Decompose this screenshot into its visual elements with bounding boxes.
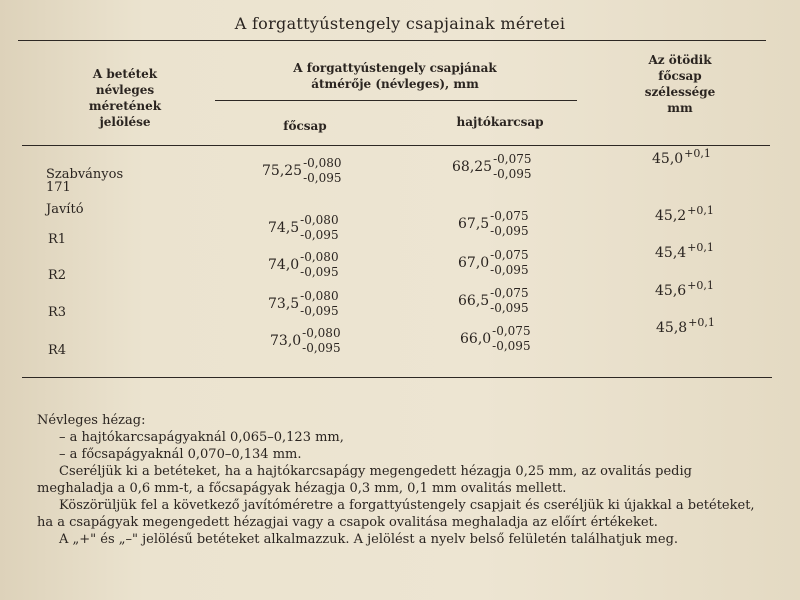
width-standard: $45,0^{+0,1}$	[652, 147, 711, 167]
crank-journal-standard: 68,25 -0,075 -0,095	[452, 152, 532, 181]
crank-journal-r1: 67,5 -0,075 -0,095	[458, 209, 529, 238]
table-top-rule	[18, 40, 766, 41]
row-label-r1: R1	[48, 232, 67, 247]
notes-item-crank: – a hajtókarcsapágyaknál 0,065–0,123 mm,	[59, 430, 344, 445]
header-sub-rule	[215, 100, 577, 101]
notes-item-main: – a főcsapágyaknál 0,070–0,134 mm.	[59, 447, 302, 462]
row-label-r4: R4	[48, 343, 67, 358]
crank-journal-r2: 67,0 -0,075 -0,095	[458, 248, 529, 277]
notes-section	[37, 412, 767, 548]
row-label-r2: R2	[48, 268, 67, 283]
width-r4: $45,8^{+0,1}$	[656, 316, 715, 336]
header-col-main-journal: főcsap	[283, 119, 327, 133]
notes-paragraph-replace: Cseréljük ki a betéteket, ha a hajtókarcsapágy megengedett hézagja 0,25 mm, az ovalitás pedig meghaladja a 0,6 mm-t, a főcsapágyak hézagja 0,3 mm, 0,1 mm ovalitás mellett.	[37, 464, 692, 496]
main-journal-r4: 73,0 -0,080 -0,095	[270, 326, 341, 355]
main-journal-standard: 75,25 -0,080 -0,095	[262, 156, 342, 185]
table-bottom-rule	[22, 377, 772, 378]
notes-paragraph-marking: A „+" és „–" jelölésű betéteket alkalmazzuk. A jelölést a nyelv belső felületén találhatjuk meg.	[59, 532, 679, 547]
width-r3: $45,6^{+0,1}$	[655, 279, 714, 299]
main-journal-r1: 74,5 -0,080 -0,095	[268, 213, 339, 242]
header-bottom-rule	[22, 145, 770, 146]
table-title: A forgattyústengely csapjainak méretei	[234, 14, 566, 33]
notes-heading: Névleges hézag:	[37, 413, 146, 428]
row-label-repair: Javító	[46, 202, 84, 217]
header-col-crank-journal: hajtókarcsap	[456, 115, 544, 129]
width-r1: $45,2^{+0,1}$	[655, 204, 714, 224]
header-col-diameter: A forgattyústengely csapjának átmérője (névleges), mm	[293, 61, 497, 91]
notes-paragraph-grind: Köszörüljük fel a következő javítóméretre a forgattyústengely csapjait és cseréljük ki újakkal a betéteket, ha a csapágyak megengedett hézagjai vagy a csapok ovalitása meghaladja az előírt értékeket.	[37, 498, 755, 530]
row-label-r3: R3	[48, 305, 67, 320]
main-journal-r2: 74,0 -0,080 -0,095	[268, 250, 339, 279]
row-label-standard: Szabványos 171	[46, 167, 124, 195]
crank-journal-r4: 66,0 -0,075 -0,095	[460, 324, 531, 353]
width-r2: $45,4^{+0,1}$	[655, 241, 714, 261]
header-col-designation: A betétek névleges méretének jelölése	[88, 67, 162, 129]
crank-journal-r3: 66,5 -0,075 -0,095	[458, 286, 529, 315]
main-journal-r3: 73,5 -0,080 -0,095	[268, 289, 339, 318]
header-col-width: Az ötödik főcsap szélessége mm	[644, 53, 716, 115]
